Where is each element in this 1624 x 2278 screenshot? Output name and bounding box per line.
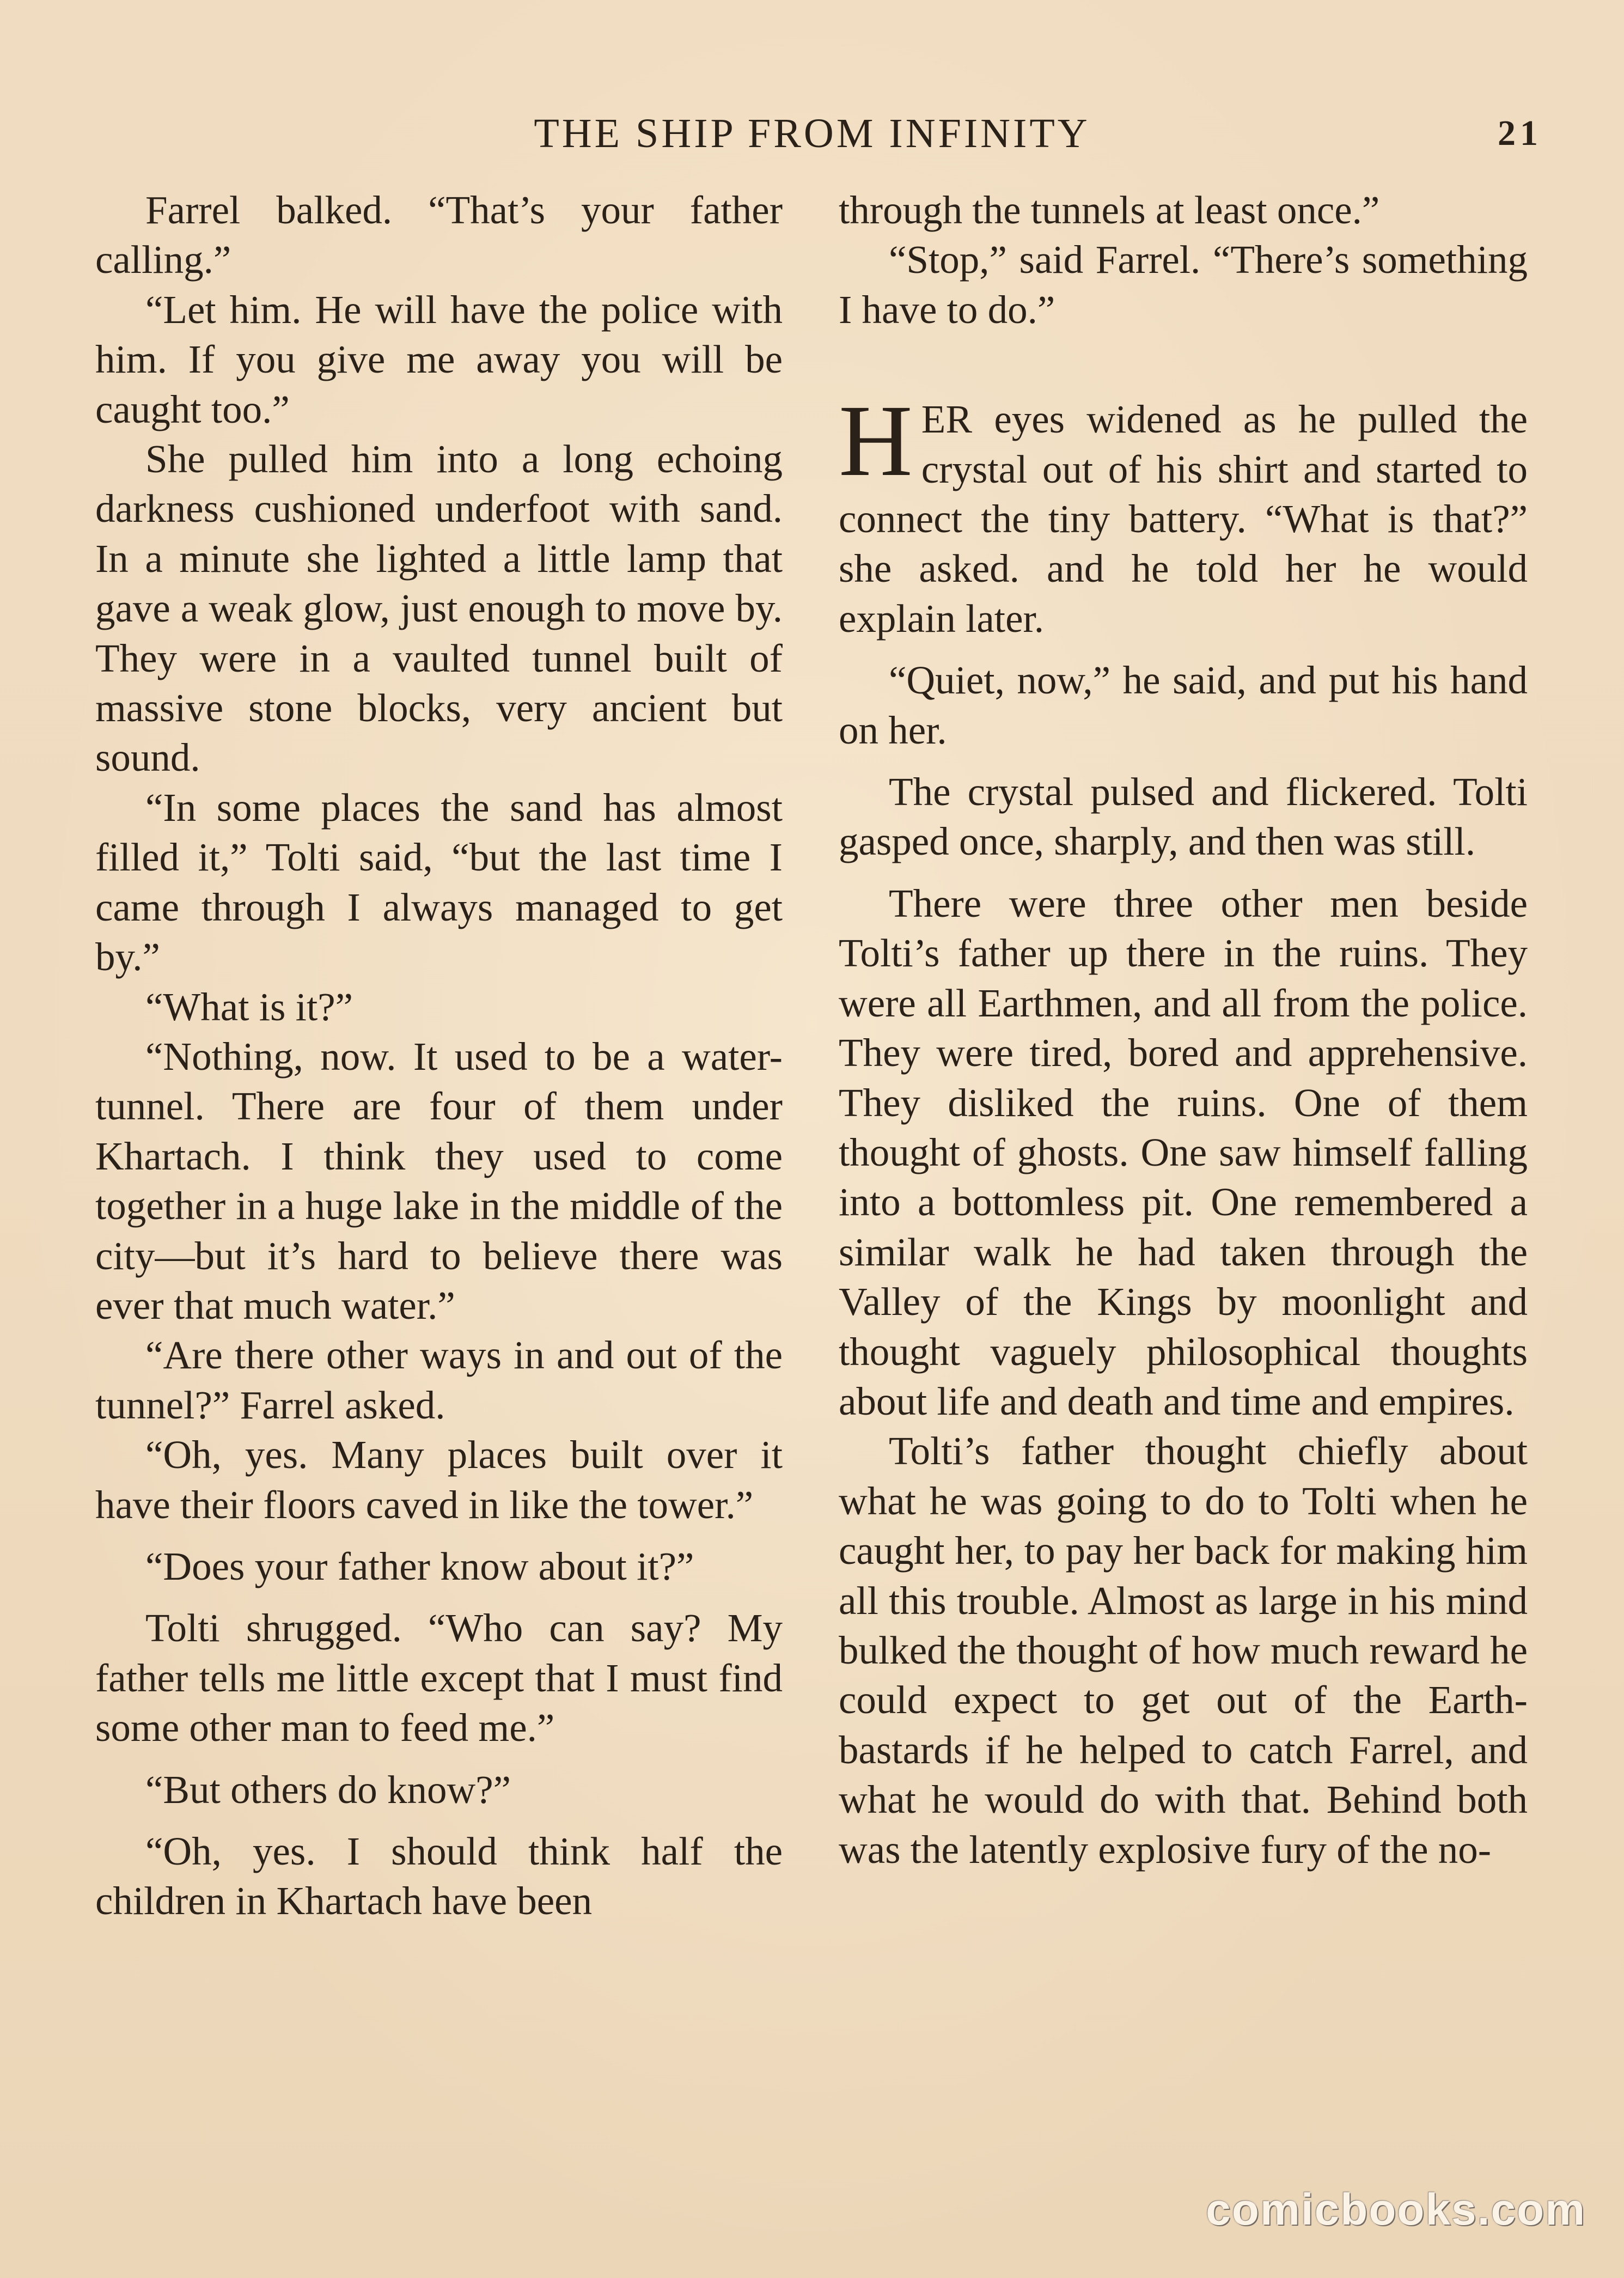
paragraph: “Oh, yes. Many places built over it have their floors caved in like the tower.”	[95, 1433, 783, 1527]
page-number: 21	[1498, 113, 1542, 153]
paragraph: Tolti shrugged. “Who can say? My father tells me little except that I must find some other man to feed me.”	[95, 1606, 783, 1750]
paragraph: Tolti’s father thought chiefly about what he was going to do to Tolti when he caught her, to pay her back for making him all this trouble. Almost as large in his mind bulked the thought of how much reward he could expect to get out of the Earth-bastards if he helped to catch Farrel, and what he would do with that. Behind both was the latently explosive fury of the no-	[839, 1429, 1528, 1872]
section-opening-paragraph	[839, 383, 1528, 643]
running-title: THE SHIP FROM INFINITY	[534, 111, 1090, 156]
paragraph: The crystal pulsed and flickered. Tolti gasped once, sharply, and then was still.	[839, 770, 1528, 864]
paragraph: “Are there other ways in and out of the tunnel?” Farrel asked.	[95, 1333, 783, 1427]
paragraph: “In some places the sand has almost filled it,” Tolti said, “but the last time I came through I always managed to get by.”	[95, 785, 783, 979]
paragraph: “Quiet, now,” he said, and put his hand on her.	[839, 658, 1528, 752]
drop-cap: H	[839, 383, 913, 498]
left-column	[95, 185, 783, 1926]
paragraph: “Nothing, now. It used to be a water-tunnel. There are four of them under Khartach. I think they used to come together in a huge lake in the middle of the city—but it’s hard to believe there was ever that much water.”	[95, 1034, 783, 1327]
page-header	[0, 103, 1624, 163]
paragraph: “Stop,” said Farrel. “There’s something I have to do.”	[839, 237, 1528, 332]
paragraph: “Does your father know about it?”	[145, 1544, 694, 1588]
right-column	[839, 185, 1528, 1874]
paragraph: “What is it?”	[145, 984, 353, 1029]
paragraph: She pulled him into a long echoing darkness cushioned underfoot with sand. In a minute she lighted a little lamp that gave a weak glow, just enough to move by. They were in a vaulted tunnel built of massive stone blocks, very ancient but sound.	[95, 437, 783, 780]
paragraph: “But others do know?”	[145, 1767, 511, 1812]
paragraph: through the tunnels at least once.”	[839, 188, 1380, 232]
paragraph: Farrel balked. “That’s your father calling.”	[95, 188, 783, 282]
paragraph: There were three other men beside Tolti’s father up there in the ruins. They were all Earthmen, and all from the police. They were tired, bored and apprehensive. They disliked the ruins. One of them thought of ghosts. One saw himself falling into a bottomless pit. One remembered a similar walk he had taken through the Valley of the Kings by moonlight and thought vaguely philosophical thoughts about life and death and time and empires.	[839, 881, 1528, 1423]
paragraph: “Oh, yes. I should think half the children in Khartach have been	[95, 1829, 783, 1923]
watermark-logo: comicbooks.com	[1206, 2185, 1586, 2234]
paragraph: “Let him. He will have the police with him. If you give me away you will be caught too.”	[95, 287, 783, 431]
paragraph-text: ER eyes widened as he pulled the crystal out of his shirt and started to connect the tiny battery. “What is that?” she asked. and he told her he would explain later.	[839, 397, 1528, 641]
